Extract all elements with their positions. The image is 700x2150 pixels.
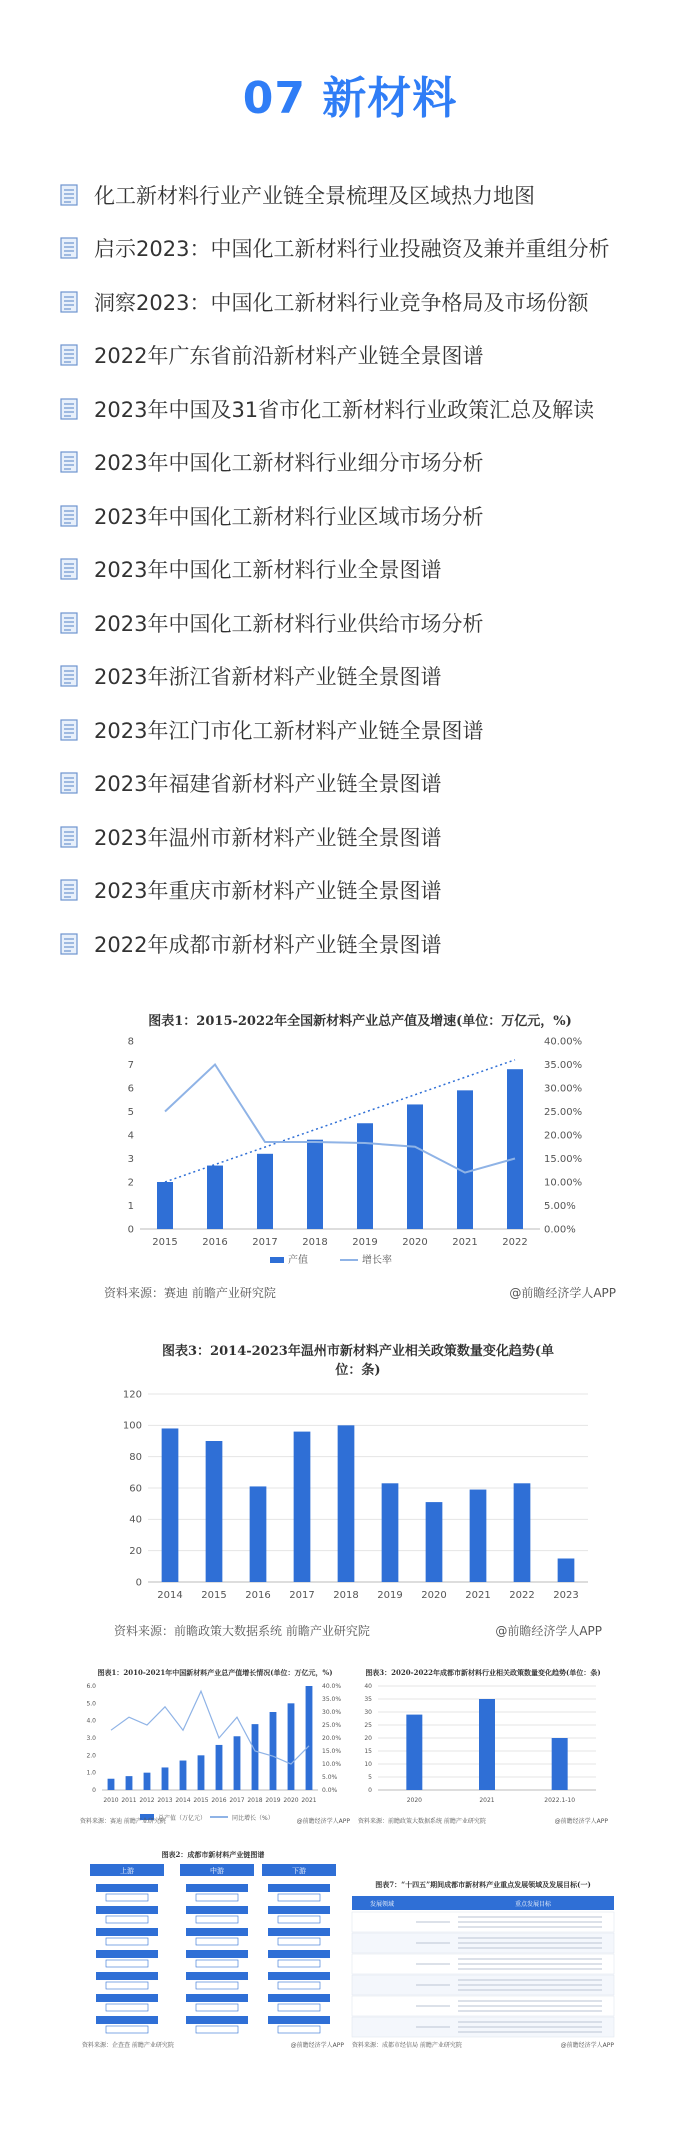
- bar: [406, 1715, 422, 1790]
- bar: [507, 1069, 523, 1229]
- article-link[interactable]: [60, 489, 680, 543]
- chart-1-brand: @前瞻经济学人APP: [509, 1286, 616, 1300]
- chart-3-title: 图表1：2010-2021年中国新材料产业总产值增长情况(单位：万亿元，%): [97, 1668, 333, 1677]
- y2-tick-label: 40.0%: [322, 1683, 342, 1690]
- document-icon: [60, 665, 78, 687]
- article-link[interactable]: [60, 329, 680, 383]
- x-tick-label: 2014: [175, 1797, 191, 1804]
- legend-label: 总产值（万亿元）: [158, 1815, 207, 1822]
- chain-count-box: [106, 1894, 148, 1901]
- article-link[interactable]: [60, 436, 680, 490]
- article-title: 化工新材料行业产业链全景梳理及区域热力地图: [94, 183, 535, 208]
- chart-4-source: 资料来源：前瞻政策大数据系统 前瞻产业研究院: [358, 1818, 486, 1825]
- y2-tick-label: 30.0%: [322, 1709, 342, 1716]
- y-tick-label: 80: [129, 1452, 142, 1463]
- bar: [144, 1773, 151, 1790]
- article-link[interactable]: [60, 650, 680, 704]
- document-icon: [60, 237, 78, 259]
- chart-3: [80, 1668, 350, 1838]
- y-tick-label: 2: [127, 1177, 134, 1189]
- y-tick-label: 3: [127, 1153, 134, 1165]
- chain-count-box: [196, 1938, 238, 1945]
- document-icon: [60, 184, 78, 206]
- y-tick-label: 30: [364, 1709, 372, 1716]
- chart-2-svg: [108, 1382, 608, 1622]
- x-tick-label: 2020: [283, 1797, 299, 1804]
- document-icon: [60, 451, 78, 473]
- chain-diagram: [82, 1850, 344, 2065]
- chain-count-box: [106, 1916, 148, 1923]
- chain-count-box: [278, 1938, 320, 1945]
- bar: [257, 1154, 273, 1229]
- chain-node: [268, 1928, 330, 1936]
- x-tick-label: 2018: [302, 1237, 328, 1248]
- chain-count-box: [196, 2004, 238, 2011]
- y-tick-label: 1.0: [86, 1769, 96, 1777]
- bar: [288, 1703, 295, 1790]
- article-title: 2022年成都市新材料产业链全景图谱: [94, 932, 442, 957]
- article-link[interactable]: [60, 275, 680, 329]
- chain-diagram-title: 图表2：成都市新材料产业链图谱: [161, 1850, 265, 1859]
- bar: [426, 1502, 443, 1582]
- chain-header-label: 下游: [292, 1867, 306, 1875]
- y2-tick-label: 5.00%: [544, 1200, 576, 1212]
- chain-node: [186, 1994, 248, 2002]
- chart-1-title: 图表1：2015-2022年全国新材料产业总产值及增速(单位：万亿元，%): [148, 1014, 572, 1029]
- chain-header-label: 中游: [210, 1867, 224, 1875]
- chain-count-box: [196, 1982, 238, 1989]
- policy-table-header-field: 发展领域: [369, 1900, 394, 1908]
- y2-tick-label: 15.0%: [322, 1748, 342, 1755]
- bar: [162, 1767, 169, 1790]
- chain-count-box: [278, 2026, 320, 2033]
- chart-1: [100, 1010, 620, 1310]
- article-link[interactable]: [60, 382, 680, 436]
- article-title: 启示2023：中国化工新材料行业投融资及兼并重组分析: [94, 237, 610, 262]
- article-title: 2023年温州市新材料产业链全景图谱: [94, 825, 442, 850]
- chain-count-box: [196, 2026, 238, 2033]
- y-tick-label: 0: [368, 1787, 372, 1794]
- policy-table-title: 图表7：“十四五”期间成都市新材料产业重点发展领域及发展目标(一): [375, 1880, 591, 1889]
- chart-4: [358, 1668, 608, 1838]
- y-tick-label: 40: [364, 1683, 372, 1690]
- policy-table-body: [352, 1910, 614, 2040]
- bar: [457, 1090, 473, 1229]
- article-link[interactable]: [60, 222, 680, 276]
- policy-table-source: 资料来源：成都市经信局 前瞻产业研究院: [352, 2042, 462, 2049]
- x-tick-label: 2021: [465, 1590, 491, 1601]
- y2-tick-label: 30.00%: [544, 1083, 583, 1095]
- bar: [470, 1490, 487, 1582]
- chart-2-source: 资料来源：前瞻政策大数据系统 前瞻产业研究院: [114, 1624, 370, 1638]
- chain-count-box: [196, 1960, 238, 1967]
- article-title: 2023年江门市化工新材料产业链全景图谱: [94, 718, 484, 743]
- y-tick-label: 6: [127, 1083, 134, 1095]
- bar: [162, 1428, 179, 1582]
- bar: [306, 1686, 313, 1790]
- chain-node: [186, 2016, 248, 2024]
- y2-tick-label: 35.0%: [322, 1696, 342, 1703]
- y-tick-label: 35: [364, 1696, 372, 1703]
- x-tick-label: 2014: [157, 1590, 183, 1601]
- article-link[interactable]: [60, 757, 680, 811]
- y-tick-label: 40: [129, 1514, 142, 1526]
- chain-node: [186, 1928, 248, 1936]
- chain-node: [268, 2016, 330, 2024]
- y-tick-label: 1: [127, 1200, 134, 1212]
- y2-tick-label: 35.00%: [544, 1059, 583, 1071]
- article-link[interactable]: [60, 543, 680, 597]
- x-tick-label: 2020: [402, 1237, 428, 1248]
- x-tick-label: 2022.1-10: [544, 1797, 576, 1804]
- x-tick-label: 2016: [211, 1797, 227, 1804]
- chain-count-box: [278, 1894, 320, 1901]
- bar: [250, 1486, 267, 1582]
- bar: [382, 1483, 399, 1582]
- page-title: 07 新材料: [242, 73, 458, 124]
- chain-node: [186, 1950, 248, 1958]
- chart-2-brand: @前瞻经济学人APP: [495, 1624, 602, 1638]
- bar: [216, 1745, 223, 1790]
- y2-tick-label: 0.0%: [322, 1787, 338, 1794]
- y-tick-label: 5.0: [86, 1700, 96, 1708]
- document-icon: [60, 826, 78, 848]
- bar: [157, 1182, 173, 1229]
- chain-count-box: [278, 2004, 320, 2011]
- y2-tick-label: 25.00%: [544, 1106, 583, 1118]
- article-title: 2023年中国及31省市化工新材料行业政策汇总及解读: [94, 397, 595, 422]
- x-tick-label: 2011: [121, 1797, 137, 1804]
- x-tick-label: 2010: [103, 1797, 119, 1804]
- x-tick-label: 2016: [202, 1237, 228, 1248]
- x-tick-label: 2019: [265, 1797, 281, 1804]
- x-tick-label: 2021: [479, 1797, 495, 1804]
- x-tick-label: 2015: [193, 1797, 209, 1804]
- y2-tick-label: 10.00%: [544, 1177, 583, 1189]
- y-tick-label: 120: [122, 1389, 142, 1401]
- article-title: 2023年浙江省新材料产业链全景图谱: [94, 665, 442, 690]
- y-tick-label: 4: [127, 1130, 134, 1142]
- document-icon: [60, 933, 78, 955]
- x-tick-label: 2022: [502, 1237, 528, 1248]
- chain-node: [186, 1972, 248, 1980]
- x-tick-label: 2018: [333, 1590, 359, 1601]
- chain-node: [268, 1906, 330, 1914]
- bar: [108, 1779, 115, 1790]
- y-tick-label: 0: [92, 1787, 96, 1794]
- y2-tick-label: 20.00%: [544, 1130, 583, 1142]
- bar: [407, 1104, 423, 1229]
- x-tick-label: 2012: [139, 1797, 155, 1804]
- chart-4-svg: [358, 1678, 608, 1816]
- document-icon: [60, 719, 78, 741]
- y-tick-label: 100: [122, 1420, 142, 1432]
- policy-table-brand: @前瞻经济学人APP: [560, 2042, 614, 2049]
- y2-tick-label: 5.0%: [322, 1774, 338, 1781]
- article-title: 2023年重庆市新材料产业链全景图谱: [94, 879, 442, 904]
- x-tick-label: 2021: [452, 1237, 478, 1248]
- chain-count-box: [106, 1960, 148, 1967]
- x-tick-label: 2019: [377, 1590, 403, 1601]
- bar: [234, 1736, 241, 1790]
- x-tick-label: 2020: [421, 1590, 447, 1601]
- chain-count-box: [106, 2004, 148, 2011]
- chart-2: [108, 1340, 608, 1640]
- y-tick-label: 4.0: [86, 1717, 96, 1725]
- x-tick-label: 2017: [289, 1590, 315, 1601]
- y-tick-label: 20: [364, 1735, 372, 1742]
- article-link[interactable]: [60, 864, 680, 918]
- bar: [357, 1123, 373, 1229]
- bar: [270, 1712, 277, 1790]
- chain-diagram-svg: [82, 1860, 344, 2050]
- chain-count-box: [106, 1982, 148, 1989]
- y-tick-label: 3.0: [86, 1735, 96, 1742]
- y2-tick-label: 20.0%: [322, 1735, 342, 1742]
- chain-node: [96, 1994, 158, 2002]
- x-tick-label: 2020: [406, 1797, 422, 1804]
- bar: [198, 1755, 205, 1790]
- growth-line: [111, 1691, 309, 1764]
- chart-2-title: 图表3：2014-2023年温州市新材料产业相关政策数量变化趋势(单 位：条): [162, 1344, 554, 1378]
- y-tick-label: 60: [129, 1483, 142, 1495]
- y-tick-label: 25: [364, 1722, 372, 1729]
- chain-count-box: [278, 1960, 320, 1967]
- y2-tick-label: 10.0%: [322, 1761, 342, 1768]
- document-icon: [60, 612, 78, 634]
- document-icon: [60, 344, 78, 366]
- article-title: 2023年中国化工新材料行业全景图谱: [94, 558, 442, 583]
- chain-count-box: [106, 1938, 148, 1945]
- chain-node: [268, 1972, 330, 1980]
- legend-swatch-bar: [270, 1257, 284, 1263]
- article-title: 2023年中国化工新材料行业供给市场分析: [94, 611, 484, 636]
- bar: [294, 1432, 311, 1582]
- policy-table-header-goal: 重点发展目标: [514, 1900, 551, 1908]
- article-title: 2023年中国化工新材料行业区域市场分析: [94, 504, 484, 529]
- chart-3-source: 资料来源：赛迪 前瞻产业研究院: [80, 1818, 166, 1825]
- legend-label: 同比增长（%）: [232, 1815, 274, 1822]
- y2-tick-label: 25.0%: [322, 1722, 342, 1729]
- x-tick-label: 2021: [301, 1797, 317, 1804]
- bar: [252, 1724, 259, 1790]
- x-tick-label: 2019: [352, 1237, 378, 1248]
- article-title: 2023年中国化工新材料行业细分市场分析: [94, 451, 484, 476]
- chain-count-box: [196, 1916, 238, 1923]
- chain-node: [186, 1906, 248, 1914]
- document-icon: [60, 772, 78, 794]
- chain-node: [268, 1994, 330, 2002]
- y-tick-label: 5: [127, 1106, 134, 1118]
- chain-node: [186, 1884, 248, 1892]
- chain-node: [96, 1884, 158, 1892]
- chain-count-box: [278, 1982, 320, 1989]
- chain-node: [268, 1950, 330, 1958]
- chain-node: [268, 1884, 330, 1892]
- article-list: [60, 168, 680, 971]
- bar: [514, 1483, 531, 1582]
- y-tick-label: 15: [364, 1748, 372, 1755]
- chart-1-source: 资料来源：赛迪 前瞻产业研究院: [104, 1286, 276, 1300]
- chain-count-box: [106, 2026, 148, 2033]
- y-tick-label: 20: [129, 1546, 142, 1557]
- x-tick-label: 2023: [553, 1590, 579, 1601]
- bar: [479, 1699, 495, 1790]
- y-tick-label: 0: [127, 1224, 134, 1236]
- legend-label: 产值: [288, 1255, 308, 1266]
- bar: [338, 1425, 355, 1582]
- document-icon: [60, 879, 78, 901]
- x-tick-label: 2017: [229, 1797, 245, 1804]
- document-icon: [60, 558, 78, 580]
- chain-diagram-brand: @前瞻经济学人APP: [290, 2042, 344, 2049]
- document-icon: [60, 505, 78, 527]
- article-title: 2023年福建省新材料产业链全景图谱: [94, 772, 442, 797]
- y-tick-label: 2.0: [86, 1752, 96, 1760]
- article-link[interactable]: [60, 810, 680, 864]
- bar: [180, 1761, 187, 1790]
- x-tick-label: 2018: [247, 1797, 263, 1804]
- y2-tick-label: 15.00%: [544, 1153, 583, 1165]
- chain-node: [96, 2016, 158, 2024]
- article-title: 洞察2023：中国化工新材料行业竞争格局及市场份额: [94, 290, 589, 315]
- chart-4-title: 图表3：2020-2022年成都市新材料行业相关政策数量变化趋势(单位：条): [365, 1668, 601, 1677]
- y2-tick-label: 40.00%: [544, 1036, 583, 1048]
- chain-node: [96, 1972, 158, 1980]
- bar: [558, 1559, 575, 1583]
- chain-diagram-source: 资料来源：企查查 前瞻产业研究院: [82, 2042, 174, 2049]
- document-icon: [60, 398, 78, 420]
- x-tick-label: 2016: [245, 1590, 271, 1601]
- bar: [307, 1140, 323, 1229]
- chart-3-brand: @前瞻经济学人APP: [296, 1818, 350, 1825]
- article-link[interactable]: [60, 596, 680, 650]
- bar: [552, 1738, 568, 1790]
- y-tick-label: 8: [127, 1036, 134, 1048]
- x-tick-label: 2013: [157, 1797, 173, 1804]
- x-tick-label: 2015: [201, 1590, 227, 1601]
- x-tick-label: 2017: [252, 1237, 278, 1248]
- legend-label: 增长率: [362, 1255, 392, 1266]
- chart-4-brand: @前瞻经济学人APP: [554, 1818, 608, 1825]
- y-tick-label: 0: [135, 1577, 142, 1589]
- chain-header-label: 上游: [120, 1867, 134, 1875]
- y-tick-label: 10: [364, 1761, 372, 1768]
- y-tick-label: 5: [368, 1774, 372, 1781]
- y-tick-label: 7: [127, 1059, 134, 1071]
- chain-count-box: [196, 1894, 238, 1901]
- document-icon: [60, 291, 78, 313]
- y2-tick-label: 0.00%: [544, 1224, 576, 1236]
- x-tick-label: 2015: [152, 1237, 178, 1248]
- chain-node: [96, 1906, 158, 1914]
- article-link[interactable]: [60, 917, 680, 971]
- bar: [207, 1166, 223, 1229]
- y-tick-label: 6.0: [86, 1683, 96, 1690]
- chain-node: [96, 1928, 158, 1936]
- bar: [126, 1776, 133, 1790]
- article-title: 2022年广东省前沿新材料产业链全景图谱: [94, 344, 484, 369]
- bar: [206, 1441, 223, 1582]
- chart-1-svg: [100, 1029, 620, 1284]
- policy-table: [352, 1880, 614, 2060]
- chain-count-box: [278, 1916, 320, 1923]
- chain-node: [96, 1950, 158, 1958]
- article-link[interactable]: [60, 703, 680, 757]
- x-tick-label: 2022: [509, 1590, 535, 1601]
- article-link[interactable]: [60, 168, 680, 222]
